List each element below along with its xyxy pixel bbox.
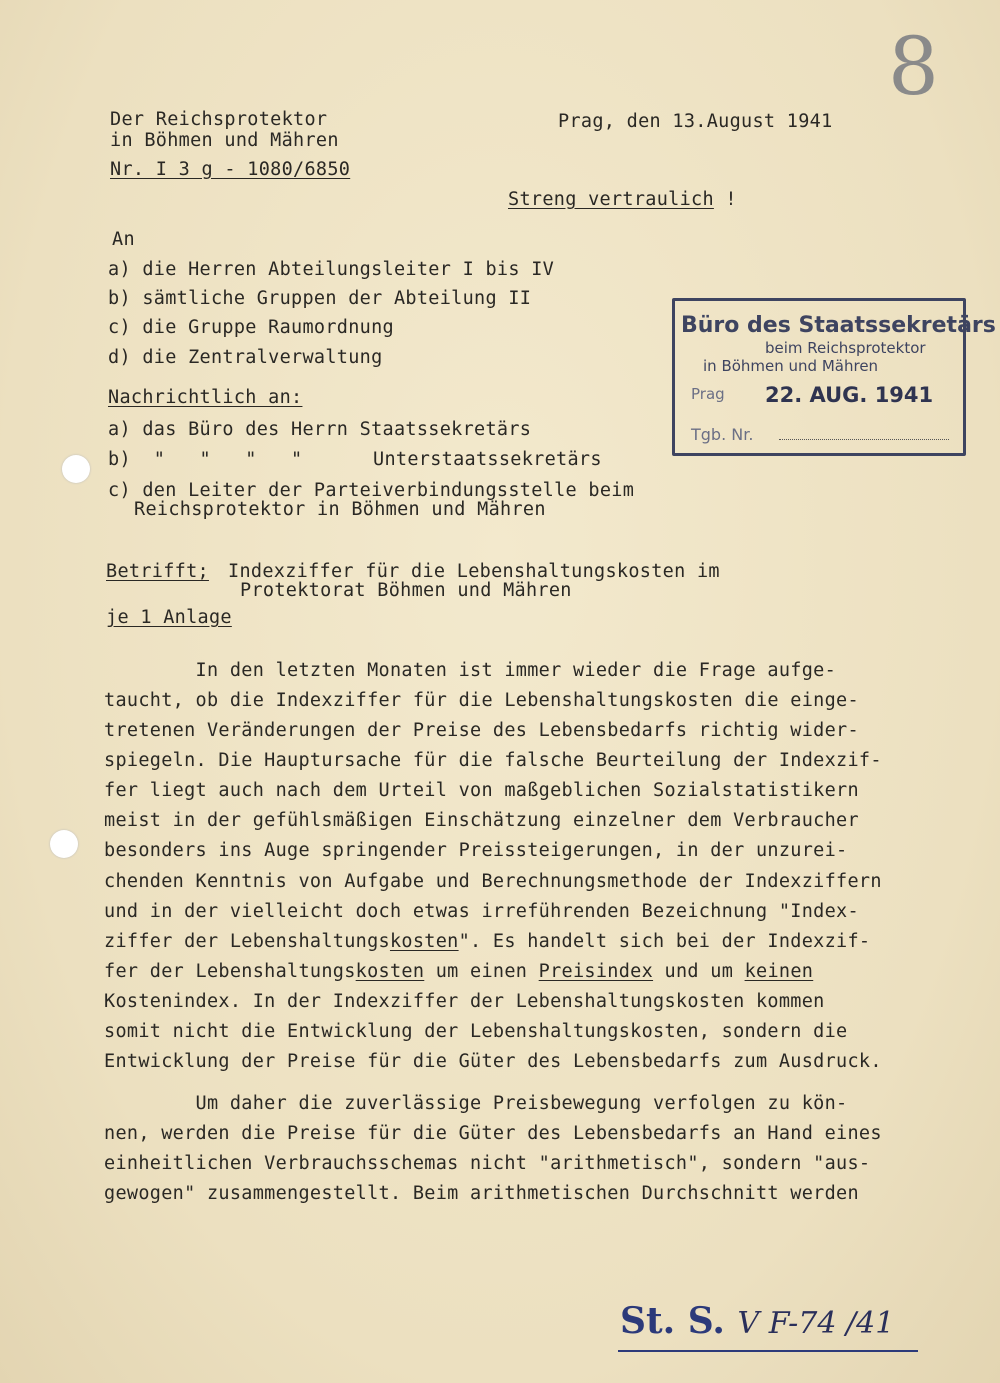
reference-number: Nr. I 3 g - 1080/6850: [110, 159, 351, 180]
body-underlined: keinen: [744, 961, 814, 982]
body-line: meist in der gefühlsmäßigen Einschätzung einzelner dem Verbraucher: [104, 810, 859, 831]
subject-line: Protektorat Böhmen und Mähren: [240, 580, 572, 601]
recipient-item: d) die Zentralverwaltung: [108, 347, 383, 368]
attachment-note: je 1 Anlage: [106, 607, 232, 628]
recipient-item: c) die Gruppe Raumordnung: [108, 317, 394, 338]
body-line: [104, 932, 870, 952]
stamp-dotted-line: [779, 439, 949, 440]
body-line: besonders ins Auge springender Preissteigerungen, in der unzurei-: [104, 840, 848, 861]
body-line: einheitlichen Verbrauchsschemas nicht "arithmetisch", sondern "aus-: [104, 1153, 871, 1174]
body-text: ziffer der Lebenshaltungs: [104, 931, 390, 952]
subject-line: Indexziffer für die Lebenshaltungskosten im: [228, 561, 720, 582]
recipient-item: b) sämtliche Gruppen der Abteilung II: [108, 288, 532, 309]
punch-hole: [50, 830, 78, 858]
body-line: [104, 962, 813, 982]
body-underlined: Preisindex: [538, 961, 654, 982]
recipient-item: a) die Herren Abteilungsleiter I bis IV: [108, 259, 555, 280]
cc-item: a) das Büro des Herrn Staatssekretärs: [108, 419, 532, 440]
body-underlined: kosten: [355, 961, 425, 982]
body-text: ". Es handelt sich bei der Indexzif-: [458, 931, 871, 952]
received-stamp: [672, 298, 996, 456]
subject-label: Betrifft;: [106, 561, 209, 582]
sender-line: Der Reichsprotektor: [110, 109, 328, 130]
handnote-initials: St. S.: [620, 1300, 725, 1342]
handnote-underline: [618, 1350, 918, 1352]
cc-item: Unterstaatssekretärs: [373, 449, 602, 470]
classification-mark: !: [725, 189, 737, 210]
body-line: In den letzten Monaten ist immer wieder die Frage aufge-: [104, 660, 837, 681]
cc-label-text: Nachrichtlich an:: [108, 387, 303, 408]
body-underlined: kosten: [389, 931, 459, 952]
cc-label: [108, 388, 302, 408]
body-line: spiegeln. Die Hauptursache für die falsche Beurteilung der Indexzif-: [104, 750, 882, 771]
handnote-number: V F-74 /41: [737, 1306, 895, 1341]
recipients-intro: An: [112, 229, 135, 250]
cc-item-prefix: b) " " " ": [108, 449, 303, 470]
body-line: und in der vielleicht doch etwas irreführenden Bezeichnung "Index-: [104, 901, 859, 922]
stamp-tgb: Tgb. Nr.: [691, 425, 754, 444]
stamp-place: Prag: [691, 385, 725, 403]
stamp-office-line: in Böhmen und Mähren: [703, 357, 879, 375]
cc-item: c) den Leiter der Parteiverbindungsstelle beim: [108, 480, 635, 501]
body-line: Um daher die zuverlässige Preisbewegung verfolgen zu kön-: [104, 1093, 848, 1114]
body-text: und um: [653, 961, 745, 982]
place-date: Prag, den 13.August 1941: [558, 111, 833, 132]
body-line: Entwicklung der Preise für die Güter des Lebensbedarfs zum Ausdruck.: [104, 1051, 882, 1072]
body-line: somit nicht die Entwicklung der Lebenshaltungskosten, sondern die: [104, 1021, 848, 1042]
body-text: fer der Lebenshaltungs: [104, 961, 356, 982]
body-text: um einen: [424, 961, 539, 982]
body-line: gewogen" zusammengestellt. Beim arithmetischen Durchschnitt werden: [104, 1183, 859, 1204]
body-line: tretenen Veränderungen der Preise des Lebensbedarfs richtig wider-: [104, 720, 859, 741]
page-number-mark: 8: [888, 20, 939, 113]
classification: Streng vertraulich: [508, 189, 714, 210]
stamp-date: 22. AUG. 1941: [765, 383, 934, 407]
sender-line: in Böhmen und Mähren: [110, 130, 339, 151]
body-line: fer liegt auch nach dem Urteil von maßgeblichen Sozialstatistikern: [104, 780, 859, 801]
handwritten-file-note: [620, 1300, 894, 1342]
stamp-office-line: beim Reichsprotektor: [765, 339, 926, 357]
body-line: taucht, ob die Indexziffer für die Lebenshaltungskosten die einge-: [104, 690, 859, 711]
punch-hole: [62, 455, 90, 483]
body-line: chenden Kenntnis von Aufgabe und Berechnungsmethode der Indexziffern: [104, 871, 882, 892]
body-line: nen, werden die Preise für die Güter des Lebensbedarfs an Hand eines: [104, 1123, 882, 1144]
classification-line: [508, 190, 737, 210]
body-line: Kostenindex. In der Indexziffer der Lebenshaltungskosten kommen: [104, 991, 825, 1012]
cc-item: Reichsprotektor in Böhmen und Mähren: [134, 499, 546, 520]
stamp-office: Büro des Staatssekretärs: [681, 313, 996, 338]
